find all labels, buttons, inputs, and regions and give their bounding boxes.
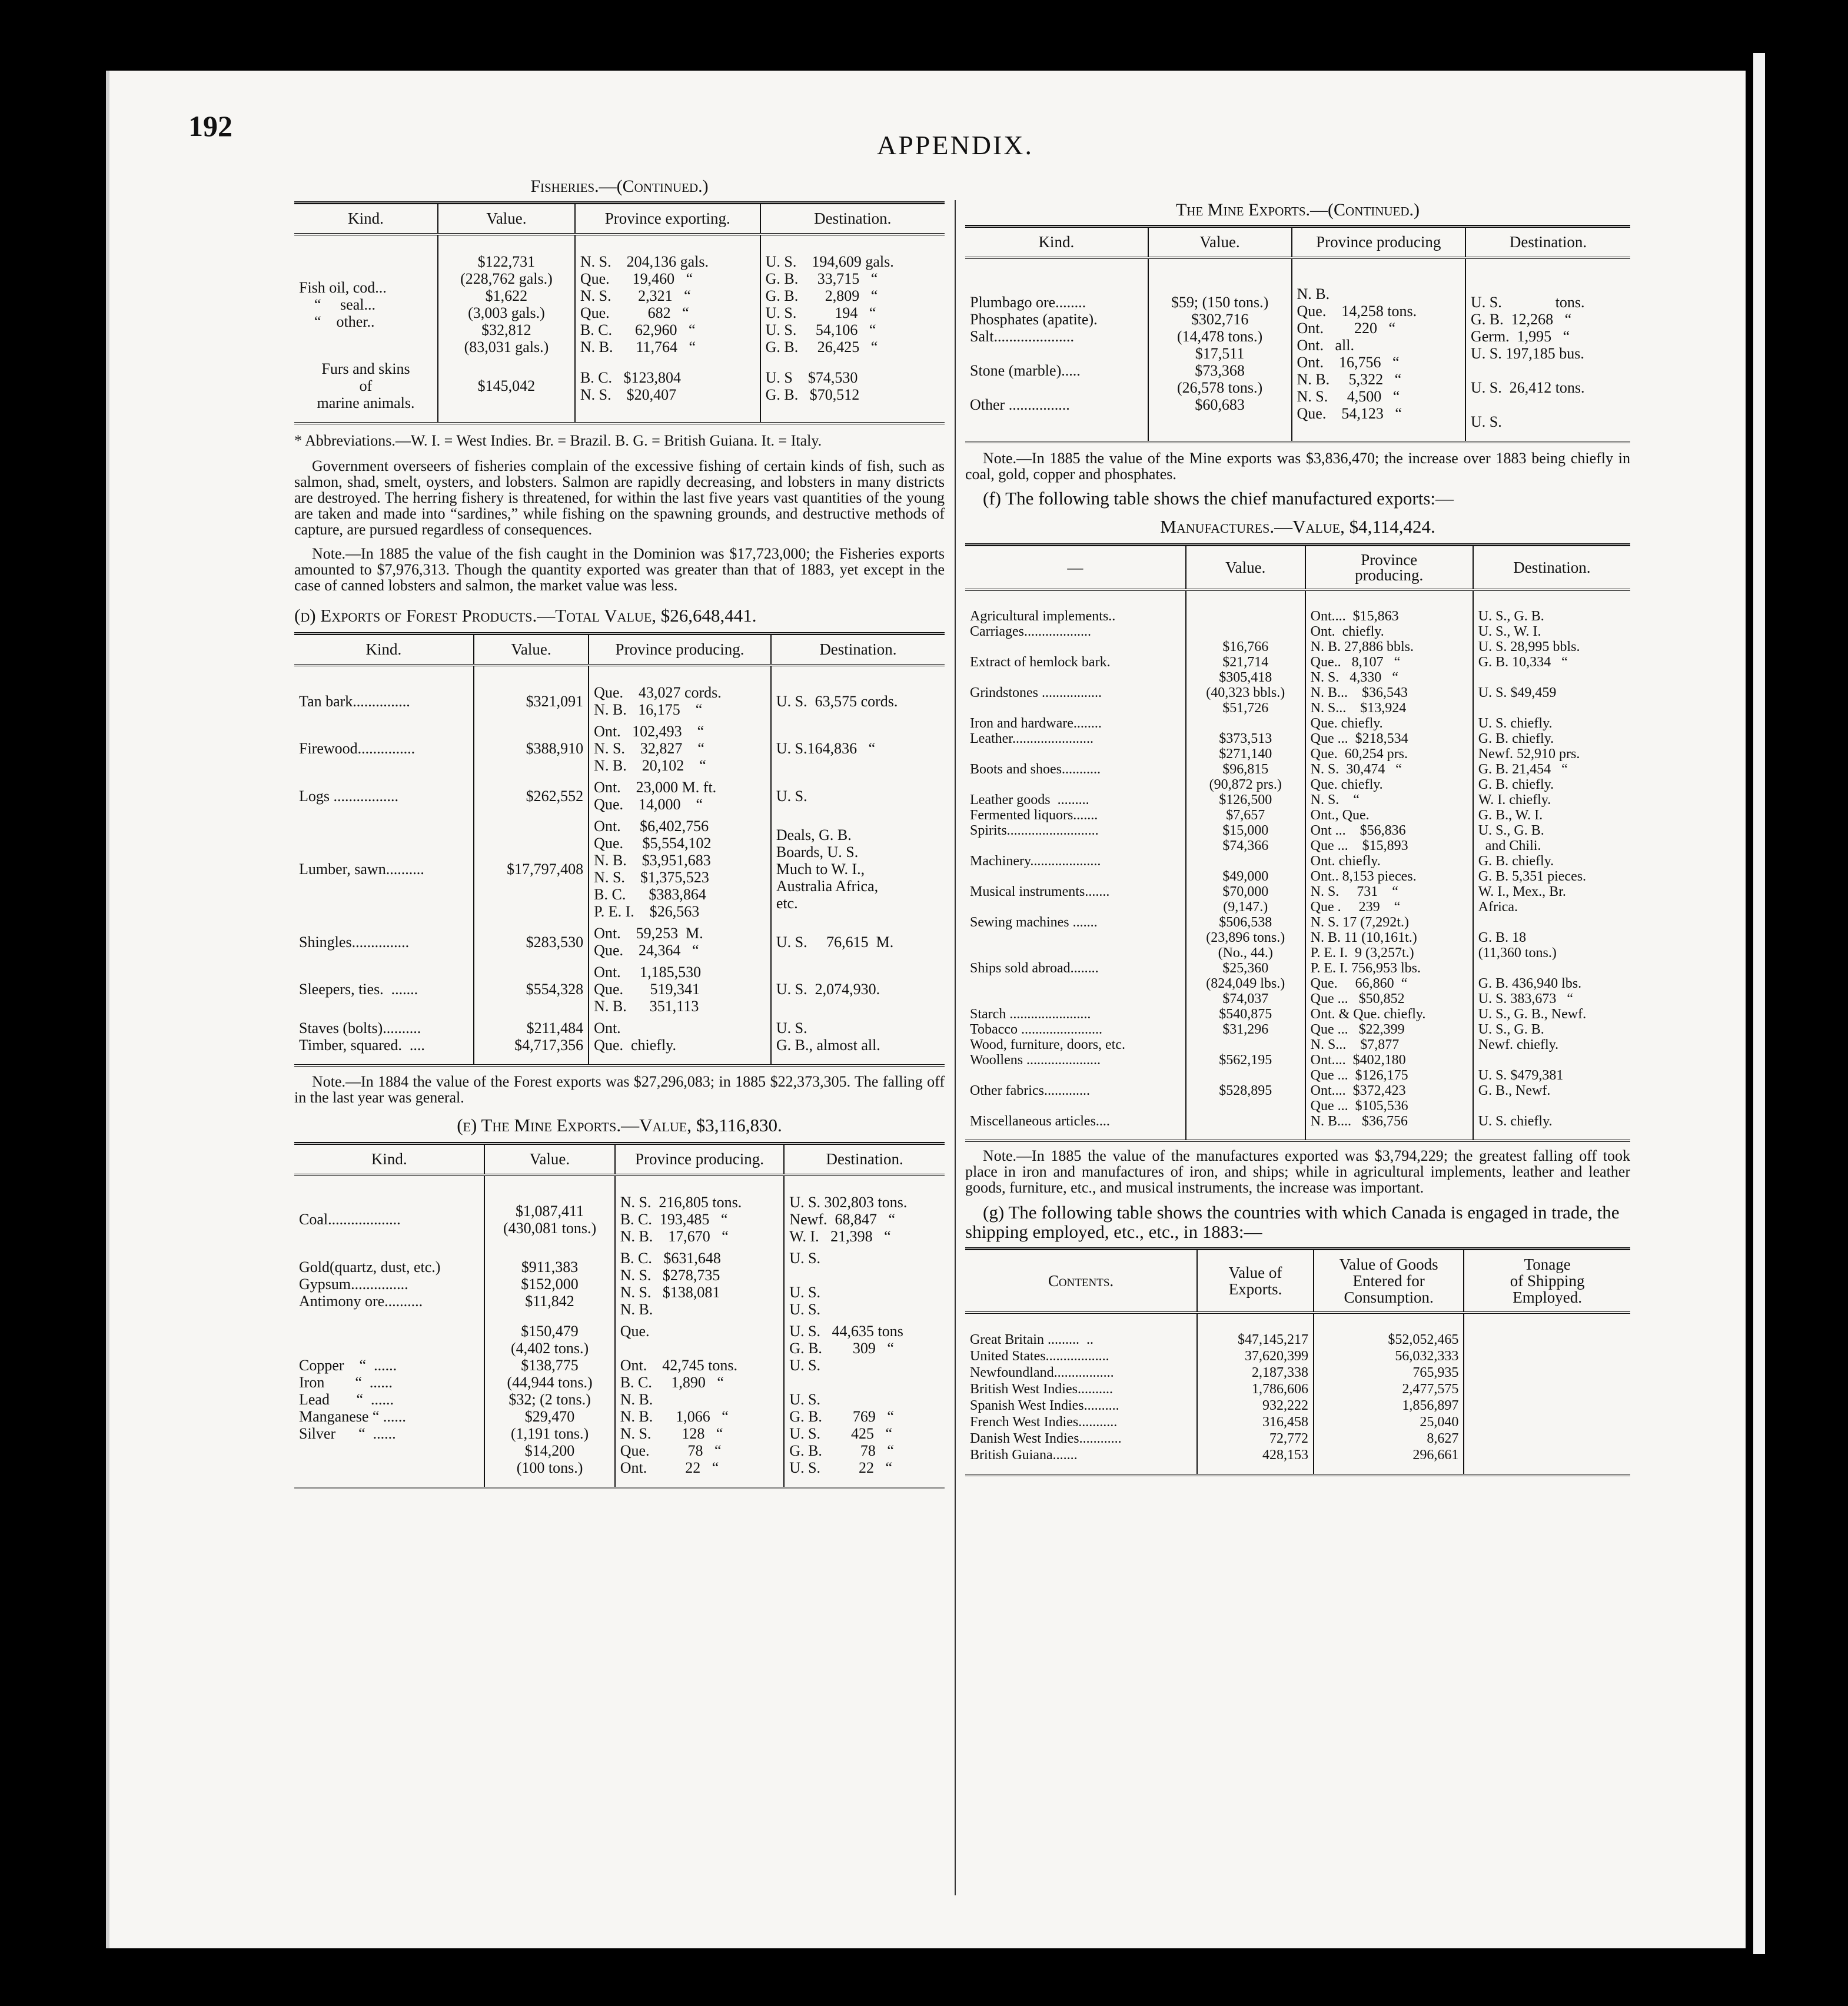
- col-contents: Contents.: [965, 1249, 1197, 1313]
- cell-kind: Sleepers, ties. .......: [294, 961, 474, 1017]
- cell-province: Ont. Que. chiefly.: [589, 1017, 771, 1065]
- cell-province: B. C. $631,648 N. S. $278,735 N. S. $138,081 N. B.: [615, 1247, 785, 1320]
- table-row: [294, 358, 945, 423]
- cell-province: Que. 43,027 cords. N. B. 16,175 “: [589, 665, 771, 720]
- cell-exports: $47,145,217 37,620,399 2,187,338 1,786,606 932,222 316,458 72,772 428,153: [1197, 1313, 1314, 1475]
- cell-kind: Coal...................: [294, 1175, 484, 1247]
- table-row: [294, 1175, 945, 1247]
- table-row: [294, 1320, 945, 1488]
- col-kind: Kind.: [294, 634, 474, 666]
- page-edge: [1751, 53, 1765, 1954]
- cell-destination: U. S. 194,609 gals. G. B. 33,715 “ G. B. 2,809 “ U. S. 194 “ U. S. 54,106 “ G. B. 26,425 “: [765, 253, 894, 356]
- table-row: [965, 590, 1630, 1141]
- cell-destination: U. S. 63,575 cords.: [776, 692, 898, 710]
- col-kind: Kind.: [294, 1144, 484, 1175]
- mine-continued-title: The Mine Exports.—(Continued.): [1175, 200, 1420, 220]
- table-row: [294, 665, 945, 720]
- cell-value: $150,479 (4,402 tons.) $138,775 (44,944 tons.) $32; (2 tons.) $29,470 (1,191 tons.) $14,200 (100 tons.): [484, 1320, 614, 1488]
- mine-note: Note.—In 1885 the value of the Mine exports was $3,836,470; the increase over 1883 being chiefly in coal, gold, copper and phosphates.: [965, 450, 1630, 483]
- cell-kind: Plumbago ore........ Phosphates (apatite). Salt..................... Stone (marble)..... Other ................: [965, 258, 1148, 442]
- col-province: Province producing.: [589, 634, 771, 666]
- right-column: [965, 200, 1630, 1476]
- cell-value: $1,087,411 (430,081 tons.): [484, 1175, 614, 1247]
- col-value: Value.: [474, 634, 589, 666]
- table-row: [294, 815, 945, 922]
- table-row: [294, 1017, 945, 1065]
- col-province: Province producing: [1292, 227, 1465, 258]
- cell-destination: U. S. G. B., almost all.: [771, 1017, 945, 1065]
- cell-destination: U. S. tons. G. B. 12,268 “ Germ. 1,995 “ U. S. 197,185 bus. U. S. 26,412 tons. U. S.: [1465, 258, 1630, 442]
- cell-value: $911,383 $152,000 $11,842: [484, 1247, 614, 1320]
- cell-kind: Fish oil, cod... “ seal... “ other..: [294, 234, 438, 358]
- table-row: [294, 234, 945, 358]
- cell-province: Ont. $6,402,756 Que. $5,554,102 N. B. $3,951,683 N. S. $1,375,523 B. C. $383,864 P. E. I. $26,563: [589, 815, 771, 922]
- cell-value: $321,091: [474, 665, 589, 720]
- col-value: Value.: [484, 1144, 614, 1175]
- cell-destination: U. S. 76,615 M.: [776, 933, 894, 951]
- table-row: [294, 776, 945, 815]
- col-destination: Destination.: [771, 634, 945, 666]
- col-value: Value.: [1148, 227, 1292, 258]
- cell-kind: Lumber, sawn..........: [294, 815, 474, 922]
- cell-kind: Agricultural implements.. Carriages................... Extract of hemlock bark. Grindstones ................. Iron and hardware........ Leather....................... Boots and shoes........... Leather goods ......... Fermented liquors....... Spirits.......................... Machinery.................... Musical instruments....... Sewing machines ....... Ships sold abroad........ Starch ....................... Tobacco ....................... Wood, furniture, doors, etc. Woollens ..................... Other fabrics............. Miscellaneous articles....: [965, 590, 1186, 1141]
- cell-province: Ont. 59,253 M. Que. 24,364 “: [589, 922, 771, 961]
- cell-value: $122,731 (228,762 gals.) $1,622 (3,003 gals.) $32,812 (83,031 gals.): [438, 234, 575, 358]
- cell-destination: U. S. 44,635 tons G. B. 309 “ U. S. U. S. G. B. 769 “ U. S. 425 “ G. B. 78 “ U. S. 22 “: [784, 1320, 945, 1488]
- col-kind: Kind.: [294, 203, 438, 235]
- cell-goods: $52,052,465 56,032,333 765,935 2,477,575 1,856,897 25,040 8,627 296,661: [1314, 1313, 1464, 1475]
- table-row: [965, 1313, 1630, 1475]
- running-header: APPENDIX.: [877, 130, 1033, 160]
- left-column: [294, 177, 945, 1489]
- cell-province: N. B. Que. 14,258 tons. Ont. 220 “ Ont. all. Ont. 16,756 “ N. B. 5,322 “ N. S. 4,500 “ Que. 54,123 “: [1292, 258, 1465, 442]
- cell-province: N. S. 216,805 tons. B. C. 193,485 “ N. B. 17,670 “: [615, 1175, 785, 1247]
- col-value: Value.: [438, 203, 575, 235]
- col-kind: Kind.: [965, 227, 1148, 258]
- cell-kind: Firewood...............: [294, 720, 474, 776]
- cell-value: $554,328: [474, 961, 589, 1017]
- col-destination: Destination.: [1465, 227, 1630, 258]
- cell-province: Ont. 23,000 M. ft. Que. 14,000 “: [589, 776, 771, 815]
- cell-kind: Staves (bolts).......... Timber, squared. ....: [294, 1017, 474, 1065]
- cell-destination: U. S., G. B. U. S., W. I. U. S. 28,995 bbls. G. B. 10,334 “ U. S. $49,459 U. S. chiefly. G. B. chiefly. Newf. 52,910 prs. G. B. 21,454 “ G. B. chiefly. W. I. chiefly. G. B., W. I. U. S., G. B. and Chili. G. B. chiefly. G. B. 5,351 pieces. W. I., Mex., Br. Africa. G. B. 18 (11,360 tons.) G. B. 436,940 lbs. U. S. 383,673 “ U. S., G. B., Newf. U. S., G. B. Newf. chiefly. U. S. $479,381 G. B., Newf. U. S. chiefly.: [1473, 590, 1630, 1141]
- forest-table: [294, 632, 945, 1067]
- table-row: [965, 258, 1630, 442]
- col-value: Value.: [1186, 545, 1305, 590]
- column-divider: [955, 200, 956, 1895]
- col-province: Province producing.: [615, 1144, 785, 1175]
- col-destination: Destination.: [1473, 545, 1630, 590]
- col-goods: Value of Goods Entered for Consumption.: [1314, 1249, 1464, 1313]
- cell-kind: Copper “ ...... Iron “ ...... Lead “ ...... Manganese “ ...... Silver “ ......: [294, 1320, 484, 1488]
- manufactures-title: Manufactures.—Value, $4,114,424.: [1160, 516, 1435, 537]
- cell-value: $16,766 $21,714 $305,418 (40,323 bbls.) $51,726 $373,513 $271,140 $96,815 (90,872 prs.) $126,500 $7,657 $15,000 $74,366 $49,000 $70,000 (9,147.) $506,538 (23,896 tons.) (No., 44.) $25,360 (824,049 lbs.) $74,037 $540,875 $31,296 $562,195 $528,895: [1186, 590, 1305, 1141]
- mine-table: [294, 1142, 945, 1489]
- fisheries-table: [294, 201, 945, 424]
- cell-province: Ont.... $15,863 Ont. chiefly. N. B. 27,886 bbls. Que.. 8,107 “ N. S. 4,330 “ N. B... $36,543 N. S... $13,924 Que. chiefly. Que ... $218,534 Que. 60,254 prs. N. S. 30,474 “ Que. chiefly. N. S. “ Ont., Que. Ont ... $56,836 Que ... $15,893 Ont. chiefly. Ont.. 8,153 pieces. N. S. 731 “ Que . 239 “ N. S. 17 (7,292t.) N. B. 11 (10,161t.) P. E. I. 9 (3,257t.) P. E. I. 756,953 lbs. Que. 66,860 “ Que ... $50,852 Ont. & Que. chiefly. Que ... $22,399 N. S... $7,877 Ont.... $402,180 Que ... $126,175 Ont.... $372,423 Que ... $105,536 N. B.... $36,756: [1305, 590, 1473, 1141]
- cell-province: Ont. 102,493 “ N. S. 32,827 “ N. B. 20,102 “: [589, 720, 771, 776]
- abbreviations-note: * Abbreviations.—W. I. = West Indies. Br. = Brazil. B. G. = British Guiana. It. = Italy.: [294, 432, 822, 449]
- cell-destination: U. S $74,530 G. B. $70,512: [760, 358, 945, 423]
- col-province: Province exporting.: [575, 203, 760, 235]
- manufactures-table: [965, 543, 1630, 1142]
- col-kind: —: [965, 545, 1186, 590]
- cell-value: $283,530: [474, 922, 589, 961]
- cell-value: $211,484 $4,717,356: [474, 1017, 589, 1065]
- col-destination: Destination.: [760, 203, 945, 235]
- cell-value: $388,910: [474, 720, 589, 776]
- col-province: Province producing.: [1305, 545, 1473, 590]
- fisheries-paragraph: Government overseers of fisheries complain of the excessive fishing of certain kinds of fish, such as salmon, shad, smelt, oysters, and lobsters. Salmon are rapidly decreasing, and lobsters in many districts are destroyed. The herring fishery is threatened, for within the last five years vast quantities of the young are taken and made into “sardines,” while fishing on the spawning grounds, and destructive methods of capture, are pursued regardless of consequences.: [294, 457, 945, 538]
- cell-destination: U. S. 2,074,930.: [776, 981, 880, 998]
- col-destination: Destination.: [784, 1144, 945, 1175]
- page-number: 192: [188, 109, 232, 142]
- mine-continued-table: [965, 225, 1630, 443]
- cell-kind: Logs .................: [294, 776, 474, 815]
- cell-value: $17,797,408: [474, 815, 589, 922]
- table-row: [294, 720, 945, 776]
- cell-destination: U. S. 302,803 tons. Newf. 68,847 “ W. I. 21,398 “: [789, 1194, 908, 1245]
- cell-province: Que. Ont. 42,745 tons. B. C. 1,890 “ N. B. N. B. 1,066 “ N. S. 128 “ Que. 78 “ Ont. 22 “: [615, 1320, 785, 1488]
- cell-destination: U. S. U. S. U. S.: [789, 1250, 821, 1318]
- cell-province: N. S. 204,136 gals. Que. 19,460 “ N. S. 2,321 “ Que. 682 “ B. C. 62,960 “ N. B. 11,764 “: [575, 234, 760, 358]
- cell-kind: Tan bark...............: [294, 665, 474, 720]
- table-row: [294, 1247, 945, 1320]
- cell-kind: Furs and skins of marine animals.: [294, 358, 438, 423]
- cell-tonnage: [1464, 1313, 1630, 1475]
- manufactures-note: Note.—In 1885 the value of the manufactures exported was $3,794,229; the greatest falling off took place in iron and manufactures of iron, and ships; while in agricultural implements, leather and leather goods, furniture, etc., and musical instruments, the increase was important.: [965, 1147, 1630, 1196]
- col-exports: Value of Exports.: [1197, 1249, 1314, 1313]
- col-tonnage: Tonage of Shipping Employed.: [1464, 1249, 1630, 1313]
- cell-province: Ont. 1,185,530 Que. 519,341 N. B. 351,113: [589, 961, 771, 1017]
- mine-title: (e) The Mine Exports.—Value, $3,116,830.: [457, 1115, 782, 1135]
- forest-title: (d) Exports of Forest Products.—Total Value, $26,648,441.: [294, 605, 757, 626]
- fisheries-note: Note.—In 1885 the value of the fish caught in the Dominion was $17,723,000; the Fisheries exports amounted to $7,976,313. Though the quantity exported was greater than that of 1883, yet except in the case of canned lobsters and salmon, the market value was less.: [294, 545, 945, 594]
- cell-destination: U. S.: [776, 787, 807, 805]
- manufactures-intro: (f) The following table shows the chief manufactured exports:—: [983, 488, 1454, 509]
- forest-note: Note.—In 1884 the value of the Forest exports was $27,296,083; in 1885 $22,373,305. The falling off in the last year was general.: [294, 1073, 945, 1106]
- cell-country: Great Britain ......... .. United States.................. Newfoundland................. British West Indies.......... Spanish West Indies.......... French West Indies........... Danish West Indies............ British Guiana.......: [965, 1313, 1197, 1475]
- cell-destination: U. S.164,836 “: [776, 740, 876, 757]
- cell-kind: Shingles...............: [294, 922, 474, 961]
- trade-intro: (g) The following table shows the countries with which Canada is engaged in trade, the shipping employed, etc., etc., in 1883:—: [965, 1202, 1620, 1242]
- table-row: [294, 922, 945, 961]
- cell-value: $59; (150 tons.) $302,716 (14,478 tons.) $17,511 $73,368 (26,578 tons.) $60,683: [1148, 258, 1292, 442]
- cell-value: $145,042: [438, 358, 575, 423]
- trade-table: [965, 1247, 1630, 1476]
- cell-destination: Deals, G. B. Boards, U. S. Much to W. I., Australia Africa, etc.: [776, 826, 879, 912]
- table-row: [294, 961, 945, 1017]
- cell-value: $262,552: [474, 776, 589, 815]
- fisheries-title: Fisheries.—(Continued.): [530, 177, 709, 196]
- cell-kind: Gold(quartz, dust, etc.) Gypsum............... Antimony ore..........: [294, 1247, 484, 1320]
- cell-province: B. C. $123,804 N. S. $20,407: [575, 358, 760, 423]
